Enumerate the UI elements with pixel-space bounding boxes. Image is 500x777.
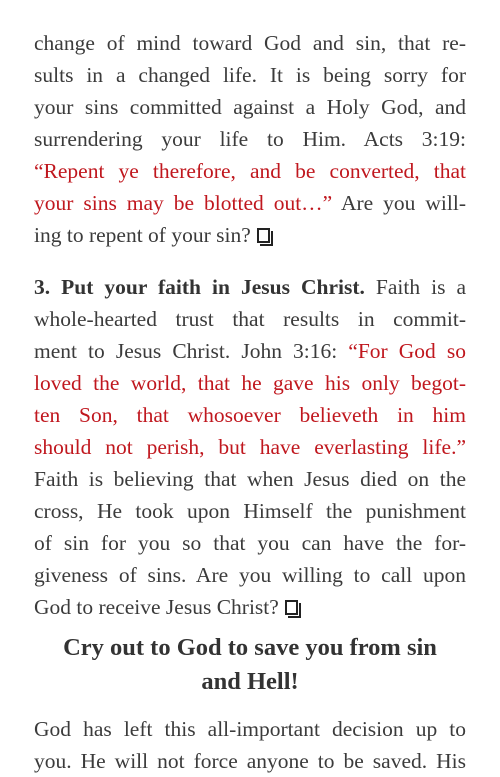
verse-line: should not perish, but have everlasting life.” xyxy=(34,435,466,459)
text-line xyxy=(34,591,466,623)
text-line: your sins committed against a Holy God, and xyxy=(34,95,466,119)
question-text: ing to repent of your sin? xyxy=(34,223,251,247)
text-line: God has left this all-important decision up to xyxy=(34,717,466,741)
heading-line: and Hell! xyxy=(201,668,299,695)
paragraph-repentance xyxy=(34,27,466,251)
verse-text: “For God so xyxy=(348,339,466,363)
verse-text: your sins may be blotted out…” xyxy=(34,191,333,215)
text-line: Faith is believing that when Jesus died on the xyxy=(34,467,466,491)
text-line: sults in a changed life. It is being sorry for xyxy=(34,63,466,87)
text-line xyxy=(34,335,466,367)
section-heading xyxy=(34,631,466,699)
text-line xyxy=(34,271,466,303)
heading-line: Cry out to God to save you from sin xyxy=(63,634,437,661)
verse-line: “Repent ye therefore, and be converted, that xyxy=(34,159,466,183)
page-body xyxy=(34,27,466,777)
text-line xyxy=(34,219,466,251)
checkbox-icon[interactable] xyxy=(257,228,270,243)
text-line: of sin for you so that you can have the for- xyxy=(34,531,466,555)
verse-line: loved the world, that he gave his only begot- xyxy=(34,371,466,395)
checkbox-icon[interactable] xyxy=(285,600,298,615)
body-text: ment to Jesus Christ. John 3:16: xyxy=(34,339,349,363)
text-line: cross, He took upon Himself the punishment xyxy=(34,499,466,523)
text-line: giveness of sins. Are you willing to call upon xyxy=(34,563,466,587)
question-text: Are you will- xyxy=(332,191,467,215)
paragraph-decision xyxy=(34,713,466,777)
verse-line: ten Son, that whosoever believeth in him xyxy=(34,403,466,427)
text-line: surrendering your life to Him. Acts 3:19: xyxy=(34,127,466,151)
text-line: change of mind toward God and sin, that re- xyxy=(34,31,466,55)
text-line: whole-hearted trust that results in commit- xyxy=(34,307,466,331)
text-line: you. He will not force anyone to be saved. His xyxy=(34,749,466,773)
text-line xyxy=(34,187,466,219)
step-heading: 3. Put your faith in Jesus Christ. xyxy=(34,275,365,299)
body-text: Faith is a xyxy=(364,275,466,299)
question-text: God to receive Jesus Christ? xyxy=(34,595,279,619)
paragraph-faith xyxy=(34,271,466,623)
